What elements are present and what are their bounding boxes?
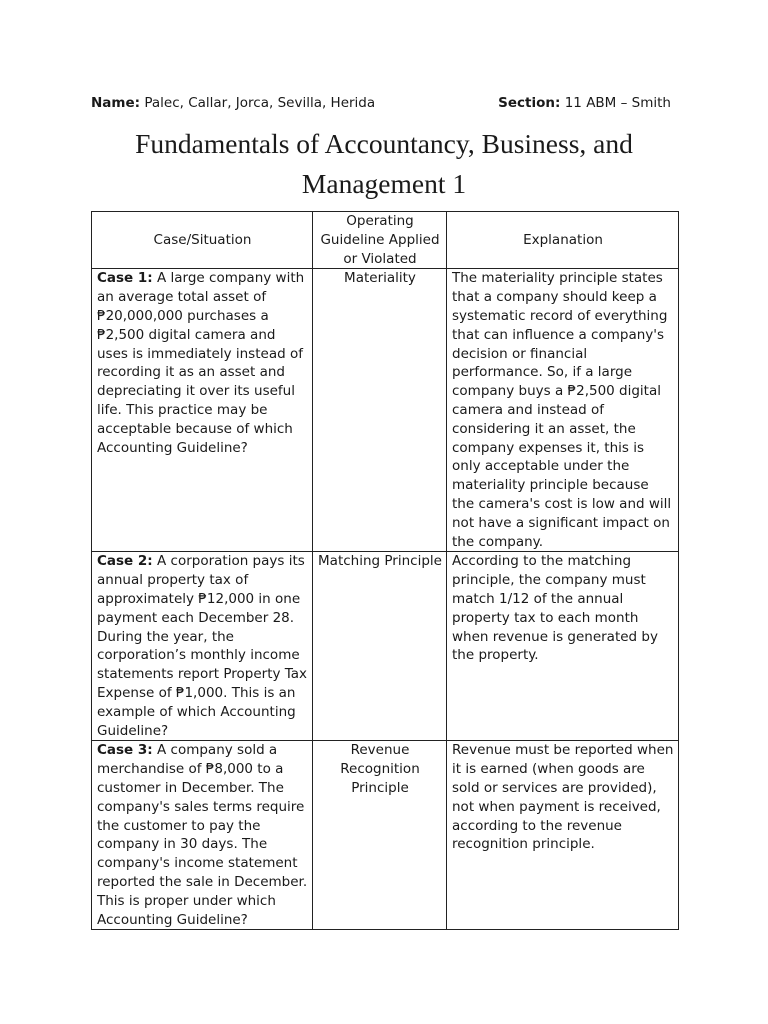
section-label: Section: xyxy=(498,95,561,111)
table-row xyxy=(92,269,679,552)
page-title: Fundamentals of Accountancy, Business, and Management 1 xyxy=(135,128,633,199)
explanation-cell: Revenue must be reported when it is earned (when goods are sold or services are provided), not when payment is received, according to the revenue recognition principle. xyxy=(447,741,679,930)
case-cell xyxy=(92,552,313,741)
case-text: A company sold a merchandise of ₱8,000 to a customer in December. The company's sales terms require the customer to pay the company in 30 days. The company's income statement reported the sale in December. This is proper under which Accounting Guideline? xyxy=(97,742,308,928)
column-header-case: Case/Situation xyxy=(92,212,313,269)
section-field xyxy=(498,93,671,113)
guideline-cell: Matching Principle xyxy=(313,552,447,741)
table-header-row xyxy=(92,212,679,269)
guideline-cell: Revenue Recognition Principle xyxy=(313,741,447,930)
name-value: Palec, Callar, Jorca, Sevilla, Herida xyxy=(144,95,376,111)
name-label: Name: xyxy=(91,95,141,111)
case-text: A large company with an average total asset of ₱20,000,000 purchases a ₱2,500 digital camera and uses is immediately instead of recording it as an asset and depreciating it over its useful life. This practice may be acceptable because of which Accounting Guideline? xyxy=(97,270,305,456)
header-line xyxy=(91,93,671,113)
explanation-cell: According to the matching principle, the company must match 1/12 of the annual property tax to each month when revenue is generated by the property. xyxy=(447,552,679,741)
table-row xyxy=(92,741,679,930)
case-table xyxy=(91,211,679,930)
case-cell xyxy=(92,741,313,930)
case-label: Case 2: xyxy=(97,553,153,570)
case-cell xyxy=(92,269,313,552)
case-label: Case 1: xyxy=(97,270,153,287)
section-value: 11 ABM – Smith xyxy=(564,95,671,111)
column-header-guideline: Operating Guideline Applied or Violated xyxy=(313,212,447,269)
case-label: Case 3: xyxy=(97,742,153,759)
guideline-cell: Materiality xyxy=(313,269,447,552)
table-row xyxy=(92,552,679,741)
case-text: A corporation pays its annual property tax of approximately ₱12,000 in one payment each December 28. During the year, the corporation’s monthly income statements report Property Tax Expense of ₱1,000. This is an example of which Accounting Guideline? xyxy=(97,553,308,739)
explanation-cell: The materiality principle states that a company should keep a systematic record of everything that can influence a company's decision or financial performance. So, if a large company buys a ₱2,500 digital camera and instead of considering it an asset, the company expenses it, this is only acceptable under the materiality principle because the camera's cost is low and will not have a significant impact on the company. xyxy=(447,269,679,552)
name-field xyxy=(91,93,375,113)
column-header-explanation: Explanation xyxy=(447,212,679,269)
